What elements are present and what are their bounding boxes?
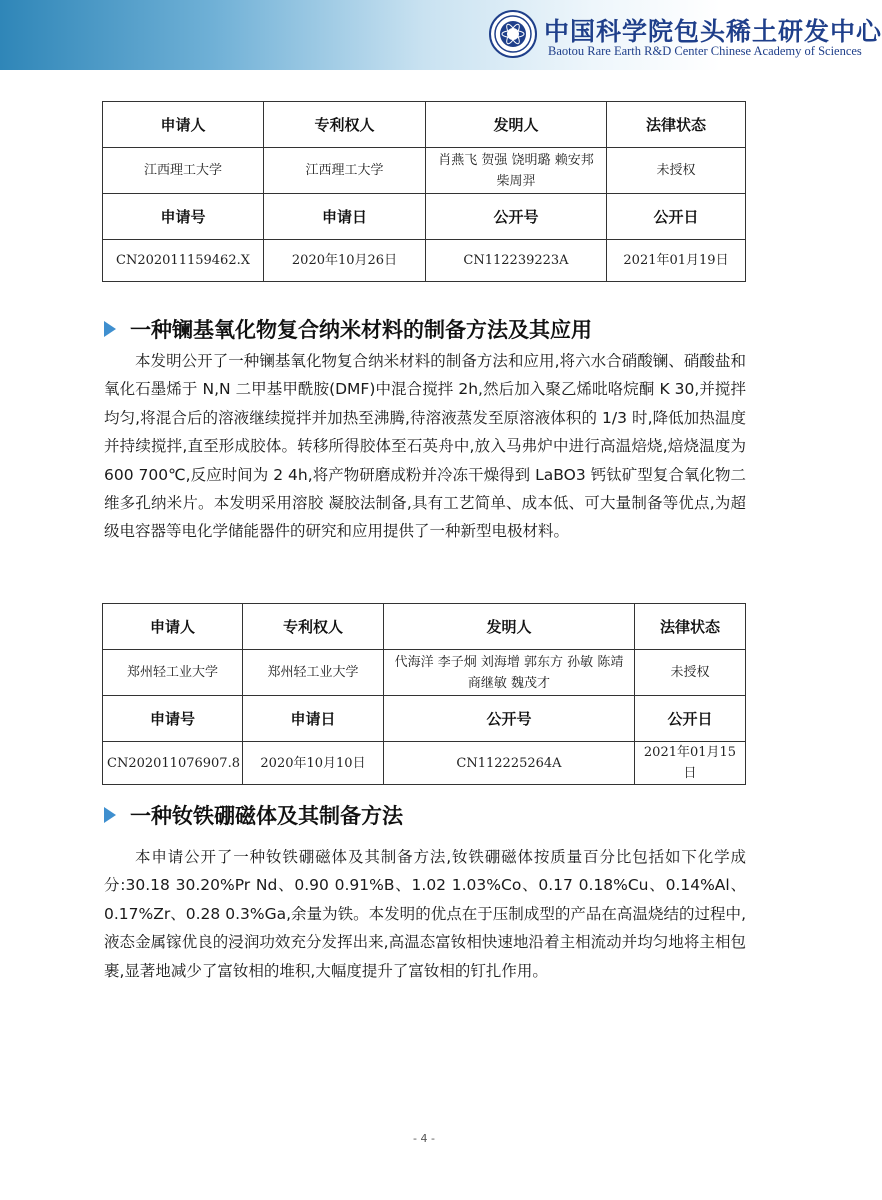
header-application-date: 申请日: [243, 696, 384, 742]
cell-publication-number: CN112239223A: [426, 240, 607, 282]
cell-inventors: 肖燕飞 贺强 饶明璐 赖安邦 柴周羿: [426, 148, 607, 194]
patent-info-table-2: [102, 603, 746, 785]
cell-application-number: CN202011076907.8: [103, 742, 243, 785]
table-row: [103, 148, 746, 194]
cell-inventors: 代海洋 李子炯 刘海增 郭东方 孙敏 陈靖 商继敏 魏茂才: [384, 650, 635, 696]
section-body-2: 本申请公开了一种钕铁硼磁体及其制备方法,钕铁硼磁体按质量百分比包括如下化学成分:30.18 30.20%Pr Nd、0.90 0.91%B、1.02 1.03%Co、0.17 0.18%Cu、0.14%Al、0.17%Zr、0.28 0.3%Ga,余量为铁。本发明的优点在于压制成型的产品在高温烧结的过程中,液态金属镓优良的浸润功效充分发挥出来,高温态富钕相快速地沿着主相流动并均匀地将主相包裹,显著地减少了富钕相的堆积,大幅度提升了富钕相的钉扎作用。: [104, 848, 746, 980]
header-applicant: 申请人: [103, 102, 264, 148]
table-header-row: [103, 604, 746, 650]
table-header-row: [103, 194, 746, 240]
table-row: [103, 742, 746, 785]
cell-legal-status: 未授权: [635, 650, 746, 696]
header-application-number: 申请号: [103, 696, 243, 742]
cell-application-date: 2020年10月10日: [243, 742, 384, 785]
cell-patentee: 江西理工大学: [264, 148, 426, 194]
header-legal-status: 法律状态: [607, 102, 746, 148]
header-publication-number: 公开号: [384, 696, 635, 742]
cell-publication-date: 2021年01月19日: [607, 240, 746, 282]
header-publication-date: 公开日: [607, 194, 746, 240]
brand-name-chinese: 中国科学院包头稀土研发中心: [544, 17, 882, 46]
cell-legal-status: 未授权: [607, 148, 746, 194]
triangle-bullet-icon: [104, 321, 116, 337]
header-legal-status: 法律状态: [635, 604, 746, 650]
header-publication-number: 公开号: [426, 194, 607, 240]
header-patentee: 专利权人: [243, 604, 384, 650]
cell-applicant: 郑州轻工业大学: [103, 650, 243, 696]
header-applicant: 申请人: [103, 604, 243, 650]
header-inventors: 发明人: [426, 102, 607, 148]
section-title: 一种钕铁硼磁体及其制备方法: [130, 804, 403, 828]
section-title: 一种镧基氧化物复合纳米材料的制备方法及其应用: [130, 318, 592, 342]
header-application-number: 申请号: [103, 194, 264, 240]
section-heading-1: [104, 312, 784, 346]
cell-publication-date: 2021年01月15日: [635, 742, 746, 785]
cell-application-date: 2020年10月26日: [264, 240, 426, 282]
table-header-row: [103, 696, 746, 742]
cell-publication-number: CN112225264A: [384, 742, 635, 785]
header-publication-date: 公开日: [635, 696, 746, 742]
table-header-row: [103, 102, 746, 148]
page-header-band: [0, 0, 882, 70]
table-row: [103, 240, 746, 282]
section-heading-2: [104, 798, 784, 832]
patent-info-table-1: [102, 101, 746, 282]
triangle-bullet-icon: [104, 807, 116, 823]
cell-applicant: 江西理工大学: [103, 148, 264, 194]
header-inventors: 发明人: [384, 604, 635, 650]
table-row: [103, 650, 746, 696]
cell-patentee: 郑州轻工业大学: [243, 650, 384, 696]
cas-emblem-icon: [489, 10, 537, 58]
header-application-date: 申请日: [264, 194, 426, 240]
page-number: - 4 -: [413, 1132, 435, 1145]
section-body-1: 本发明公开了一种镧基氧化物复合纳米材料的制备方法和应用,将六水合硝酸镧、硝酸盐和氧化石墨烯于 N,N 二甲基甲酰胺(DMF)中混合搅拌 2h,然后加入聚乙烯吡咯烷酮 K 30,并搅拌均匀,将混合后的溶液继续搅拌并加热至沸腾,待溶液蒸发至原溶液体积的 1/3 时,降低加热温度并持续搅拌,直至形成胶体。转移所得胶体至石英舟中,放入马弗炉中进行高温焙烧,焙烧温度为 600 700℃,反应时间为 2 4h,将产物研磨成粉并冷冻干燥得到 LaBO3 钙钛矿型复合氧化物二维多孔纳米片。本发明采用溶胶 凝胶法制备,具有工艺简单、成本低、可大量制备等优点,为超级电容器等电化学储能器件的研究和应用提供了一种新型电极材料。: [104, 352, 746, 541]
brand-name-english: Baotou Rare Earth R&D Center Chinese Academy of Sciences: [548, 44, 862, 58]
header-patentee: 专利权人: [264, 102, 426, 148]
cell-application-number: CN202011159462.X: [103, 240, 264, 282]
